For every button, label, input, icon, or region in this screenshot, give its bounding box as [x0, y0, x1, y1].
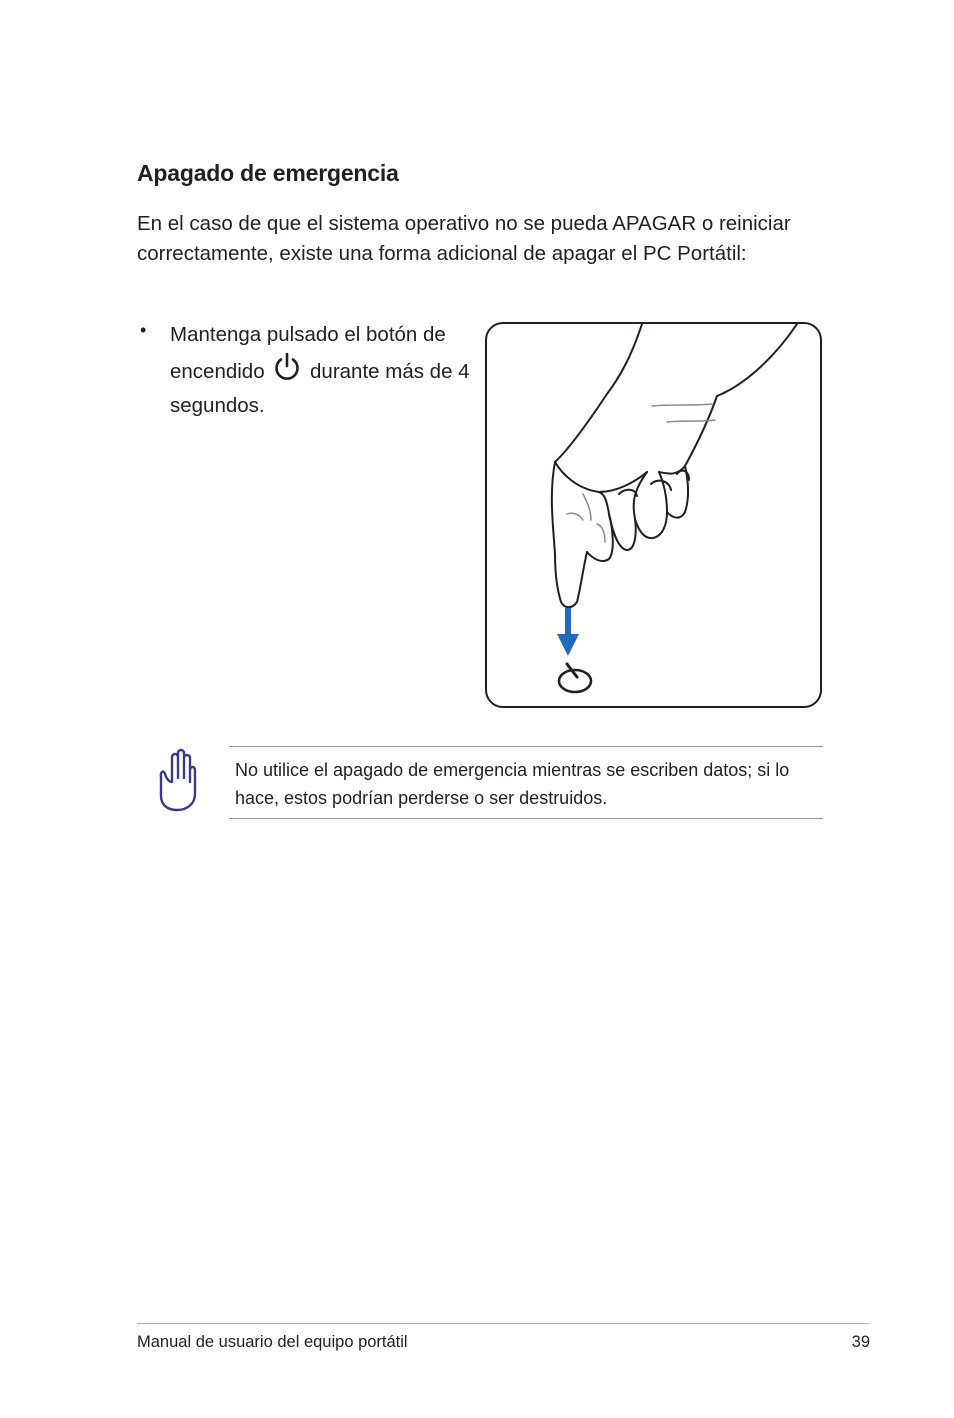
- hand-pressing-illustration: [487, 324, 822, 708]
- intro-paragraph: En el caso de que el sistema operativo no se pueda APAGAR o reiniciar correctamente, existe una forma adicional de apagar el PC Portátil:: [137, 212, 791, 265]
- hand-stop-icon: [155, 748, 199, 812]
- arrow-shaft: [565, 608, 571, 638]
- bullet-text-after: durante más de 4 segundos.: [170, 360, 470, 417]
- page-number: 39: [851, 1333, 870, 1351]
- note-divider-bottom: [229, 818, 823, 819]
- power-button-icon: [559, 664, 591, 692]
- section-title: Apagado de emergencia: [137, 160, 399, 186]
- footer-divider: [137, 1323, 869, 1324]
- arrow-down-icon: [557, 634, 579, 656]
- power-icon: [272, 352, 302, 382]
- note-divider-top: [229, 746, 823, 747]
- illustration-frame: [485, 322, 822, 708]
- warning-note: No utilice el apagado de emergencia mientras se escriben datos; si lo hace, estos podrían perderse o ser destruidos.: [235, 760, 790, 808]
- bullet-marker: •: [140, 320, 147, 340]
- bullet-item: [170, 318, 470, 423]
- bullet-text-before: Mantenga pulsado el botón de encendido: [170, 323, 446, 383]
- footer-title: Manual de usuario del equipo portátil: [137, 1333, 408, 1351]
